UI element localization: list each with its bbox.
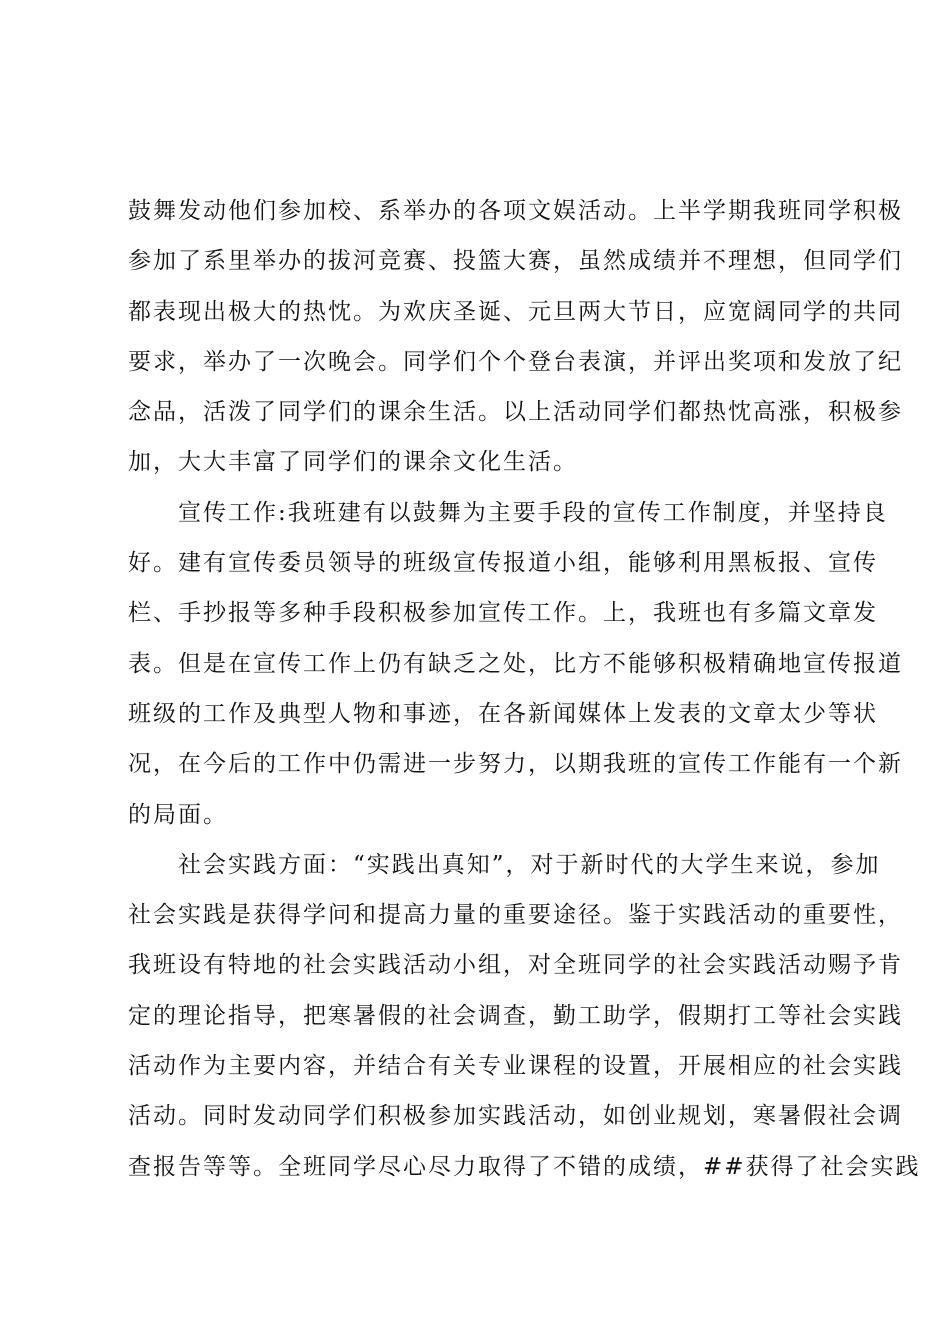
text-line: 社会实践方面：“实践出真知”，对于新时代的大学生来说，参加 (178, 851, 881, 878)
text-line: 加，大大丰富了同学们的课余文化生活。 (128, 449, 578, 476)
text-line: 的局面。 (128, 801, 228, 828)
text-line: 活动。同时发动同学们积极参加实践活动，如创业规划，寒暑假社会调 (128, 1103, 903, 1130)
paragraph-social-practice (128, 840, 921, 1192)
paragraph-activities (128, 186, 903, 488)
text-line: 都表现出极大的热忱。为欢庆圣诞、元旦两大节日，应宽阔同学的共同 (128, 298, 903, 325)
text-line: 参加了系里举办的拔河竞赛、投篮大赛，虽然成绩并不理想，但同学们 (128, 248, 903, 275)
text-line: 念品，活泼了同学们的课余生活。以上活动同学们都热忱高涨，积极参 (128, 399, 903, 426)
text-line: 定的理论指导，把寒暑假的社会调查，勤工助学，假期打工等社会实践 (128, 1002, 903, 1029)
text-line: 查报告等等。全班同学尽心尽力取得了不错的成绩，##获得了社会实践 (128, 1153, 921, 1180)
text-line: 鼓舞发动他们参加校、系举办的各项文娱活动。上半学期我班同学积极 (128, 198, 903, 224)
text-line: 活动作为主要内容，并结合有关专业课程的设置，开展相应的社会实践 (128, 1053, 903, 1080)
text-line: 况，在今后的工作中仍需进一步努力，以期我班的宣传工作能有一个新 (128, 751, 903, 778)
text-line: 班级的工作及典型人物和事迹，在各新闻媒体上发表的文章太少等状 (128, 700, 878, 727)
text-line: 栏、手抄报等多种手段积极参加宣传工作。上，我班也有多篇文章发 (128, 600, 878, 627)
text-line: 要求，举办了一次晚会。同学们个个登台表演，并评出奖项和发放了纪 (128, 348, 903, 375)
text-line: 表。但是在宣传工作上仍有缺乏之处，比方不能够积极精确地宣传报道 (128, 650, 903, 677)
text-line: 宣传工作:我班建有以鼓舞为主要手段的宣传工作制度，并坚持良 (178, 499, 888, 526)
text-line: 社会实践是获得学问和提高力量的重要途径。鉴于实践活动的重要性， (128, 902, 903, 929)
document-body (128, 186, 921, 1192)
paragraph-publicity (128, 488, 903, 840)
text-line: 好。建有宣传委员领导的班级宣传报道小组，能够利用黑板报、宣传 (128, 550, 878, 577)
text-line: 我班设有特地的社会实践活动小组，对全班同学的社会实践活动赐予肯 (128, 952, 903, 979)
